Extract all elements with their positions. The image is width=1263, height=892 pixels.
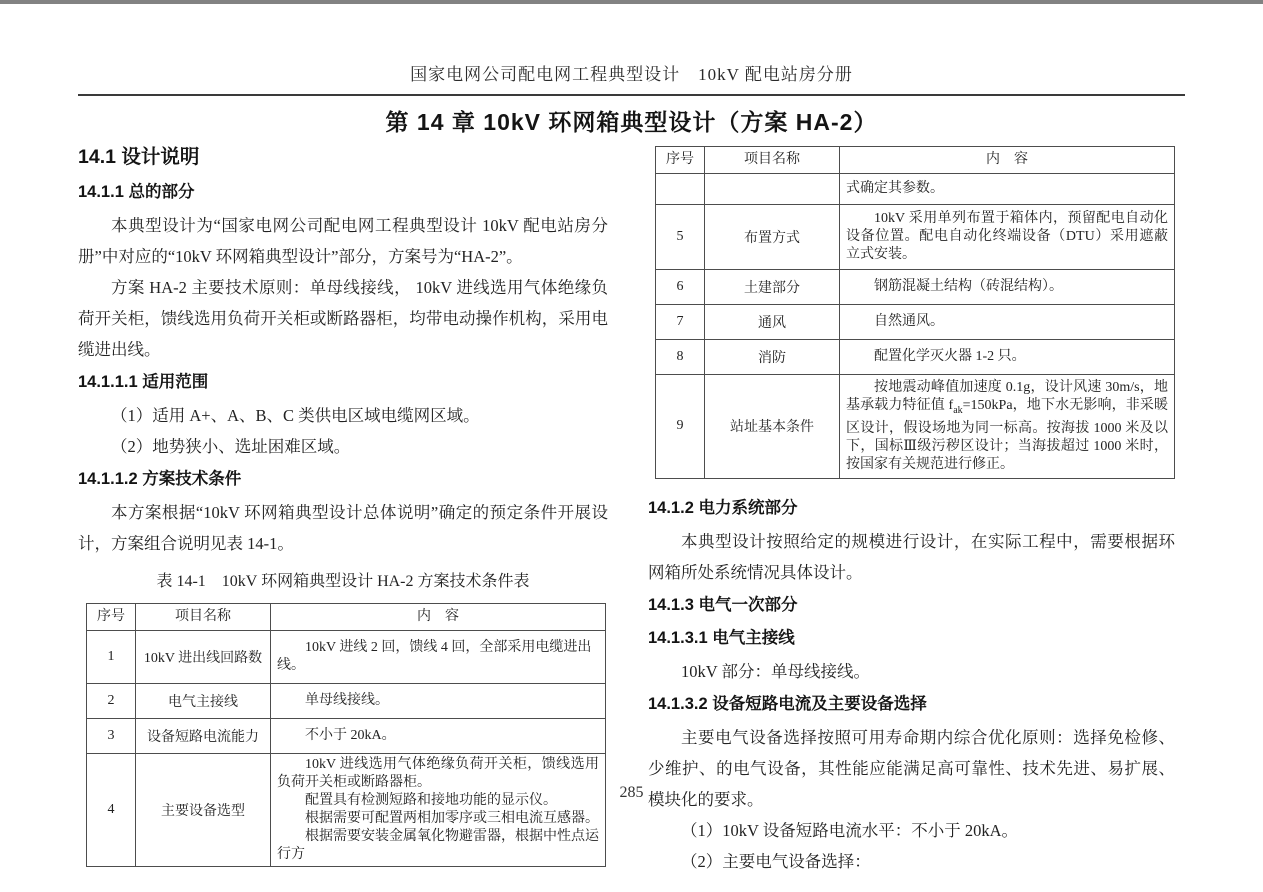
heading-14-1-3-2: 14.1.3.2 设备短路电流及主要设备选择 — [648, 694, 927, 713]
subscript-fragment: ak — [953, 404, 963, 416]
page-number: 285 — [619, 784, 644, 801]
cell-content: 自然通风。 — [840, 305, 1175, 340]
cell-name: 站址基本条件 — [705, 375, 840, 479]
cell-name: 土建部分 — [705, 270, 840, 305]
header-cell-name: 项目名称 — [705, 147, 840, 174]
chapter-title: 第 14 章 10kV 环网箱典型设计（方案 HA-2） — [385, 109, 878, 135]
table-header-row — [87, 604, 606, 631]
table-row-continuation — [656, 174, 1175, 205]
right-column-text — [648, 493, 1175, 877]
scan-edge-artifact — [0, 0, 1263, 4]
paragraph-overview-2: 方案 HA-2 主要技术原则：单母线接线， 10kV 进线选用气体绝缘负荷开关柜，馈线选用负荷开关柜或断路器柜，均带电动操作机构，采用电缆进出线。 — [78, 278, 608, 359]
heading-14-1-1-2: 14.1.1.2 方案技术条件 — [78, 470, 242, 488]
paragraph-main-wiring: 10kV 部分：单母线接线。 — [681, 661, 870, 681]
text-fragment: =150kPa，地下水无影响，非采暖区设计，假设场地为同一标高。按海拔 1000 米及以下，国标Ⅲ级污秽区设计；当海拔超过 1000 米时，按国家有关规范进行修正。 — [846, 398, 1168, 472]
cell-line: 10kV 进线选用气体绝缘负荷开关柜，馈线选用负荷开关柜或断路器柜。 — [277, 757, 599, 790]
table-header-row — [656, 147, 1175, 174]
cell-name: 布置方式 — [705, 205, 840, 270]
paragraph-power-system: 本典型设计按照给定的规模进行设计，在实际工程中，需要根据环网箱所处系统情况具体设计。 — [648, 531, 1175, 582]
cell-name — [705, 174, 840, 205]
cell-content — [271, 754, 606, 867]
paragraph-equipment-principles: 主要电气设备选择按照可用寿命期内综合优化原则：选择免检修、少维护、的电气设备，其性能应能满足高可靠性、技术先进、易扩展、模块化的要求。 — [648, 727, 1175, 809]
table-row — [87, 684, 606, 719]
table-14-1-right-part — [655, 146, 1175, 479]
cell-line: 根据需要安装金属氧化物避雷器，根据中性点运行方 — [277, 829, 599, 862]
header-rule — [78, 94, 1185, 96]
list-item-scope-1: （1）适用 A+、A、B、C 类供电区域电缆网区域。 — [111, 406, 480, 425]
cell-line: 配置具有检测短路和接地功能的显示仪。 — [305, 793, 557, 808]
cell-content: 单母线接线。 — [271, 684, 606, 719]
table-caption: 表 14-1 10kV 环网箱典型设计 HA-2 方案技术条件表 — [156, 573, 530, 590]
heading-14-1-1-1: 14.1.1.1 适用范围 — [78, 373, 209, 391]
left-column — [78, 142, 608, 867]
cell-no: 9 — [656, 375, 705, 479]
cell-no: 8 — [656, 340, 705, 375]
heading-14-1-3-1: 14.1.3.1 电气主接线 — [648, 628, 795, 647]
cell-rich-text — [846, 377, 1168, 476]
text-fragment: 按地震动峰值加速度 0.1g，设计风速 30m/s，地基承载力特征值 f — [846, 380, 1168, 413]
table-row — [87, 719, 606, 754]
cell-name: 电气主接线 — [136, 684, 271, 719]
table-row — [656, 375, 1175, 479]
cell-no: 6 — [656, 270, 705, 305]
paragraph-overview-1: 本典型设计为“国家电网公司配电网工程典型设计 10kV 配电站房分册”中对应的“10kV 环网箱典型设计”部分，方案号为“HA-2”。 — [78, 216, 608, 266]
table-row — [656, 205, 1175, 270]
heading-14-1-1: 14.1.1 总的部分 — [78, 183, 195, 201]
cell-content: 钢筋混凝土结构（砖混结构）。 — [840, 270, 1175, 305]
table-row — [87, 754, 606, 867]
cell-content: 式确定其参数。 — [840, 174, 1175, 205]
cell-no: 7 — [656, 305, 705, 340]
header-cell-content: 内 容 — [840, 147, 1175, 174]
heading-14-1-2: 14.1.2 电力系统部分 — [648, 498, 798, 517]
paragraph-conditions: 本方案根据“10kV 环网箱典型设计总体说明”确定的预定条件开展设计，方案组合说明见表 14-1。 — [78, 503, 608, 553]
cell-content: 10kV 采用单列布置于箱体内，预留配电自动化设备位置。配电自动化终端设备（DTU）采用遮蔽立式安装。 — [840, 205, 1175, 270]
cell-name: 10kV 进出线回路数 — [136, 631, 271, 684]
header-cell-content: 内 容 — [271, 604, 606, 631]
list-item-scope-2: （2）地势狭小、选址困难区域。 — [111, 437, 351, 456]
cell-line: 根据需要可配置两相加零序或三相电流互感器。 — [305, 811, 599, 826]
cell-name: 消防 — [705, 340, 840, 375]
cell-no: 4 — [87, 754, 136, 867]
table-row — [656, 270, 1175, 305]
running-header: 国家电网公司配电网工程典型设计 10kV 配电站房分册 — [410, 65, 853, 84]
cell-content — [840, 375, 1175, 479]
cell-name: 主要设备选型 — [136, 754, 271, 867]
cell-no: 5 — [656, 205, 705, 270]
cell-name: 设备短路电流能力 — [136, 719, 271, 754]
table-14-1-left-part — [86, 603, 606, 867]
header-cell-name: 项目名称 — [136, 604, 271, 631]
cell-no — [656, 174, 705, 205]
cell-no: 3 — [87, 719, 136, 754]
header-cell-no: 序号 — [656, 147, 705, 174]
cell-content: 配置化学灭火器 1-2 只。 — [840, 340, 1175, 375]
cell-name: 通风 — [705, 305, 840, 340]
cell-no: 2 — [87, 684, 136, 719]
table-row — [87, 631, 606, 684]
table-row — [656, 305, 1175, 340]
heading-14-1: 14.1 设计说明 — [78, 146, 200, 168]
heading-14-1-3: 14.1.3 电气一次部分 — [648, 595, 798, 614]
list-item-equipment-1: （1）10kV 设备短路电流水平：不小于 20kA。 — [681, 820, 1019, 840]
cell-content: 不小于 20kA。 — [271, 719, 606, 754]
list-item-equipment-2: （2）主要电气设备选择： — [681, 851, 871, 871]
header-cell-no: 序号 — [87, 604, 136, 631]
right-column — [648, 140, 1175, 877]
cell-content: 10kV 进线 2 回，馈线 4 回，全部采用电缆进出线。 — [271, 631, 606, 684]
table-row — [656, 340, 1175, 375]
cell-no: 1 — [87, 631, 136, 684]
